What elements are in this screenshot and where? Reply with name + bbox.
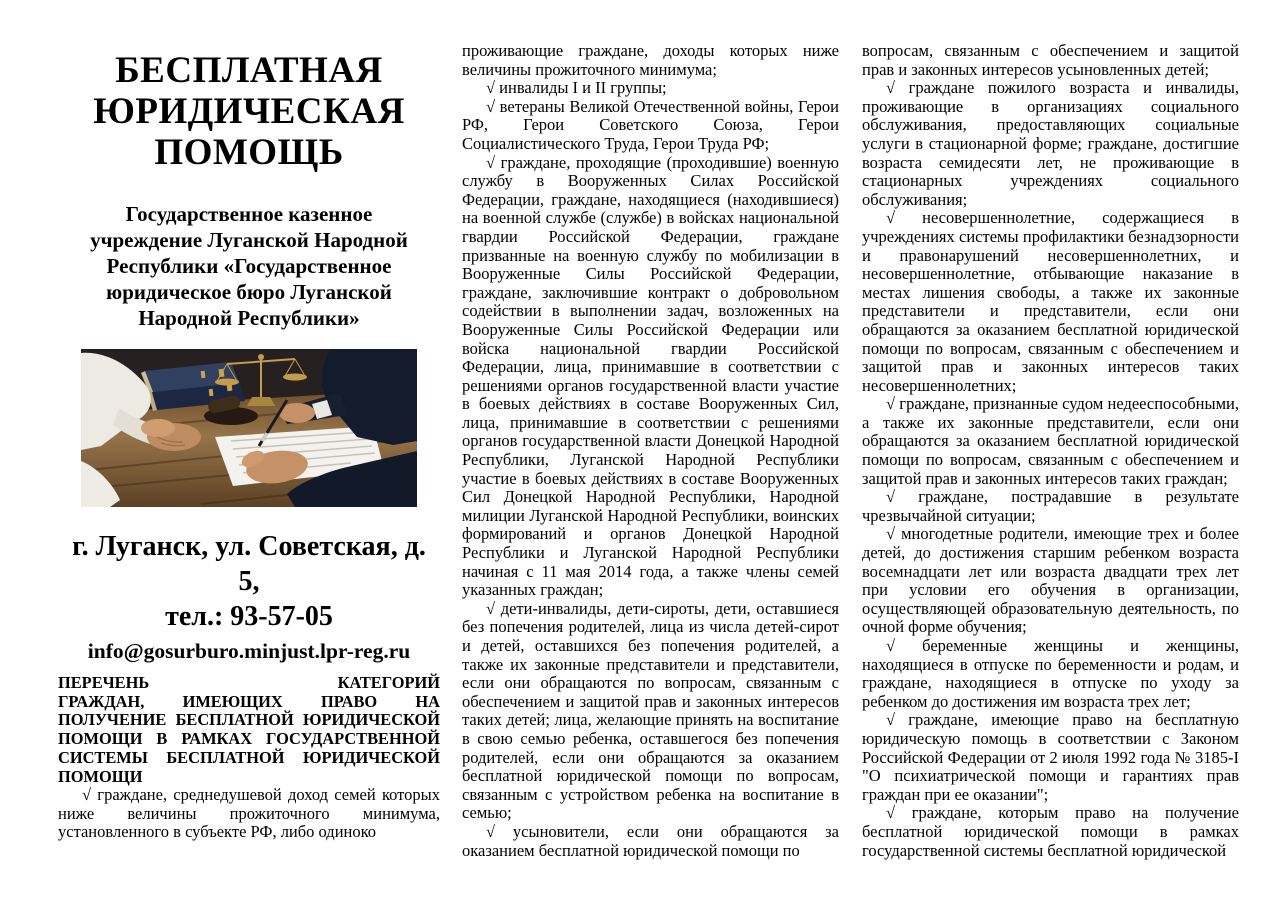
right-column [862, 42, 1239, 860]
paragraph: √ несовершеннолетние, содержащиеся в учреждениях системы профилактики безнадзорности и правонарушений несовершеннолетних, и несовершеннолетние, отбывающие наказание в местах лишения свободы, а также их законные представители и представители, если они обращаются за оказанием бесплатной юридической помощи по вопросам, связанным с обеспечением и защитой прав и законных интересов таких несовершеннолетних; [862, 208, 1239, 395]
paragraph: √ граждане, имеющие право на бесплатную юридическую помощь в соответствии с Законом Российской Федерации от 2 июля 1992 года № 3185-I "О психиатрической помощи и гарантиях прав граждан при ее оказании"; [862, 710, 1239, 804]
paragraph: √ инвалиды I и II группы; [486, 78, 667, 98]
paragraph: √ граждане, пострадавшие в результате чрезвычайной ситуации; [862, 487, 1239, 525]
phone-number: тел.: 93-57-05 [165, 601, 333, 632]
paragraph: вопросам, связанным с обеспечением и защитой прав и законных интересов усыновленных детей; [862, 41, 1239, 79]
heading-line: ПОМОЩИ [58, 766, 143, 786]
left-column [58, 42, 440, 842]
paragraph: √ граждане пожилого возраста и инвалиды, проживающие в организациях социального обслуживания, предоставляющих социальные услуги в стационарной форме; граждане, достигшие возраста семидесяти лет, не проживающие в стационарных учреждениях социального обслуживания; [862, 78, 1239, 209]
paragraph: √ беременные женщины и женщины, находящиеся в отпуске по беременности и родам, и граждане, находящиеся в отпуске по уходу за ребенком до достижения им возраста трех лет; [862, 636, 1239, 711]
paragraph: √ усыновители, если они обращаются за оказанием бесплатной юридической помощи по [462, 821, 839, 860]
heading-line: ПЕРЕЧЕНЬ КАТЕГОРИЙ [58, 673, 440, 692]
left-column-body [58, 786, 440, 842]
paragraph: √ граждане, проходящие (проходившие) военную службу в Вооруженных Силах Российской Федерации, граждане, находящиеся (находившиеся) на военной службе (службе) в войсках национальной гвардии Российской Федерации, граждане призванные на военную службу по мобилизации в Вооруженные Силы Российской Федерации, граждане, заключившие контракт о добровольном содействии в выполнении задач, возложенных на Вооруженные Силы Российской Федерации или войска национальной гвардии Российской Федерации, лица, принимавшие в соответствии с решениями органов государственной власти участие в боевых действиях в составе Вооруженных Сил, лица, принимавшие в соответствии с решениями органов государственной власти Донецкой Народной Республики, Луганской Народной Республики участие в боевых действиях в составе Вооруженных Сил Донецкой Народной Республики, Народной милиции Луганской Народной Республики, воинских формирований и органов Донецкой Народной Республики и Луганской Народной Республики начиная с 11 мая 2014 года, а также члены семей указанных граждан; [462, 152, 839, 600]
page-title: БЕСПЛАТНАЯ ЮРИДИЧЕСКАЯ ПОМОЩЬ [93, 50, 405, 173]
categories-list-heading [58, 674, 440, 786]
paragraph: проживающие граждане, доходы которых ниже величины прожиточного минимума; [462, 41, 839, 79]
paragraph: √ ветераны Великой Отечественной войны, Герои РФ, Герои Советского Союза, Герои Социалистического Труда, Герои Труда РФ; [462, 96, 839, 153]
paragraph: √ граждане, признанные судом недееспособными, а также их законные представители, если они обращаются за оказанием бесплатной юридической помощи по вопросам, связанным с обеспечением и защитой прав и законных интересов таких граждан; [862, 394, 1239, 488]
organization-name: Государственное казенное учреждение Луганской Народной Республики «Государственное юридическое бюро Луганской Народной Республики» [90, 202, 408, 330]
heading-line: ПОМОЩИ В РАМКАХ ГОСУДАРСТВЕННОЙ [58, 729, 440, 749]
middle-column [462, 42, 839, 860]
paragraph: √ граждане, которым право на получение бесплатной юридической помощи в рамках государственной системы бесплатной юридической [862, 803, 1239, 860]
address-line-1: г. Луганск, ул. Советская, д. [72, 531, 426, 562]
consultation-photo [81, 349, 417, 507]
address-block [58, 529, 440, 634]
email-address: info@gosurburo.minjust.lpr-reg.ru [87, 639, 411, 663]
paragraph: √ дети-инвалиды, дети-сироты, дети, оставшиеся без попечения родителей, лица из числа детей-сирот и детей, оставшихся без попечения родителей, а также их законные представители и представители, если они обращаются по вопросам, связанным с обеспечением и защитой прав и законных интересов таких детей; лица, желающие принять на воспитание в свою семью ребенка, оставшегося без попечения родителей, если они обращаются за оказанием бесплатной юридической помощи по вопросам, связанным с устройством ребенка на воспитание в семью; [462, 598, 839, 823]
paragraph: √ граждане, среднедушевой доход семей которых ниже величины прожиточного минимума, установленного в субъекте РФ, либо одиноко [58, 785, 440, 842]
heading-line: СИСТЕМЫ БЕСПЛАТНОЙ ЮРИДИЧЕСКОЙ [58, 747, 440, 767]
heading-line: ГРАЖДАН, ИМЕЮЩИХ ПРАВО НА [58, 691, 440, 711]
address-line-2: 5, [238, 566, 260, 597]
paragraph: √ многодетные родители, имеющие трех и более детей, до достижения старшим ребенком возраста восемнадцати лет или возраста двадцати трех лет при условии его обучения в организации, осуществляющей образовательную деятельность, по очной форме обучения; [862, 524, 1239, 637]
heading-line: ПОЛУЧЕНИЕ БЕСПЛАТНОЙ ЮРИДИЧЕСКОЙ [58, 710, 440, 730]
